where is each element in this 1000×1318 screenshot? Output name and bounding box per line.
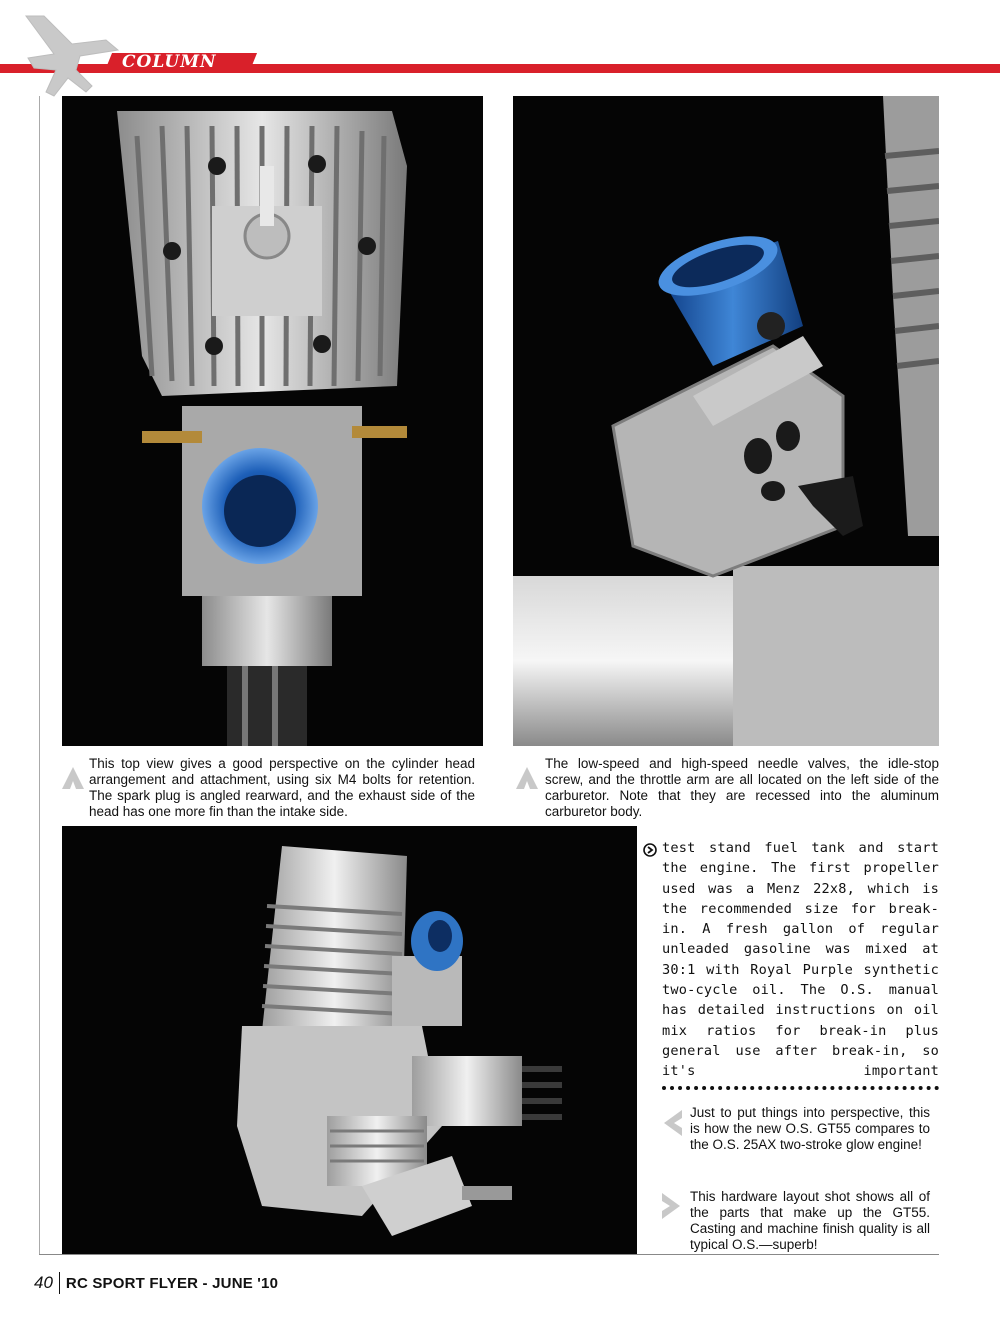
- airplane-icon: [14, 10, 124, 102]
- caption-top-right: The low-speed and high-speed needle valves, the idle-stop screw, and the throttle arm are all located on the left side of the carburetor. Note that they are recessed into the aluminum carburetor body.: [545, 756, 939, 819]
- page-footer: [34, 1272, 278, 1294]
- continue-arrow-icon: [643, 843, 657, 857]
- chevron-up-icon: [516, 763, 538, 789]
- footer-separator: [59, 1272, 60, 1294]
- caption-middle-right: Just to put things into perspective, this is how the new O.S. GT55 compares to the O.S. 25AX two-stroke glow engine!: [690, 1105, 930, 1152]
- photo-carburetor-side: [513, 96, 939, 746]
- chevron-right-icon: [662, 1193, 684, 1219]
- dotted-separator: [662, 1086, 939, 1090]
- page-number: 40: [34, 1273, 53, 1292]
- chevron-left-icon: [660, 1110, 682, 1136]
- article-body: test stand fuel tank and start the engine. The first propeller used was a Menz 22x8, which is the recommended size for break-in. A fresh gallon of regular unleaded gasoline was mixed at 30:1 with Royal Purple synthetic two-cycle oil. The O.S. manual has detailed instructions on oil mix ratios for break-in plus general use after break-in, so it's important: [662, 840, 939, 1080]
- caption-top-left: This top view gives a good perspective on the cylinder head arrangement and attachment, using six M4 bolts for retention. The spark plug is angled rearward, and the exhaust side of the head has one more fin than the intake side.: [89, 756, 475, 819]
- page-bottom-rule: [39, 1254, 939, 1255]
- caption-bottom-right: This hardware layout shot shows all of the parts that make up the GT55. Casting and machine finish quality is all typical O.S.—superb!: [690, 1189, 930, 1252]
- photo-engine-top-view: [62, 96, 483, 746]
- publication-title: RC SPORT FLYER - JUNE '10: [65, 1274, 279, 1292]
- chevron-up-icon: [62, 763, 84, 789]
- photo-engine-comparison: [62, 826, 637, 1254]
- page-vertical-rule: [39, 96, 40, 1254]
- section-label: COLUMN: [122, 52, 217, 72]
